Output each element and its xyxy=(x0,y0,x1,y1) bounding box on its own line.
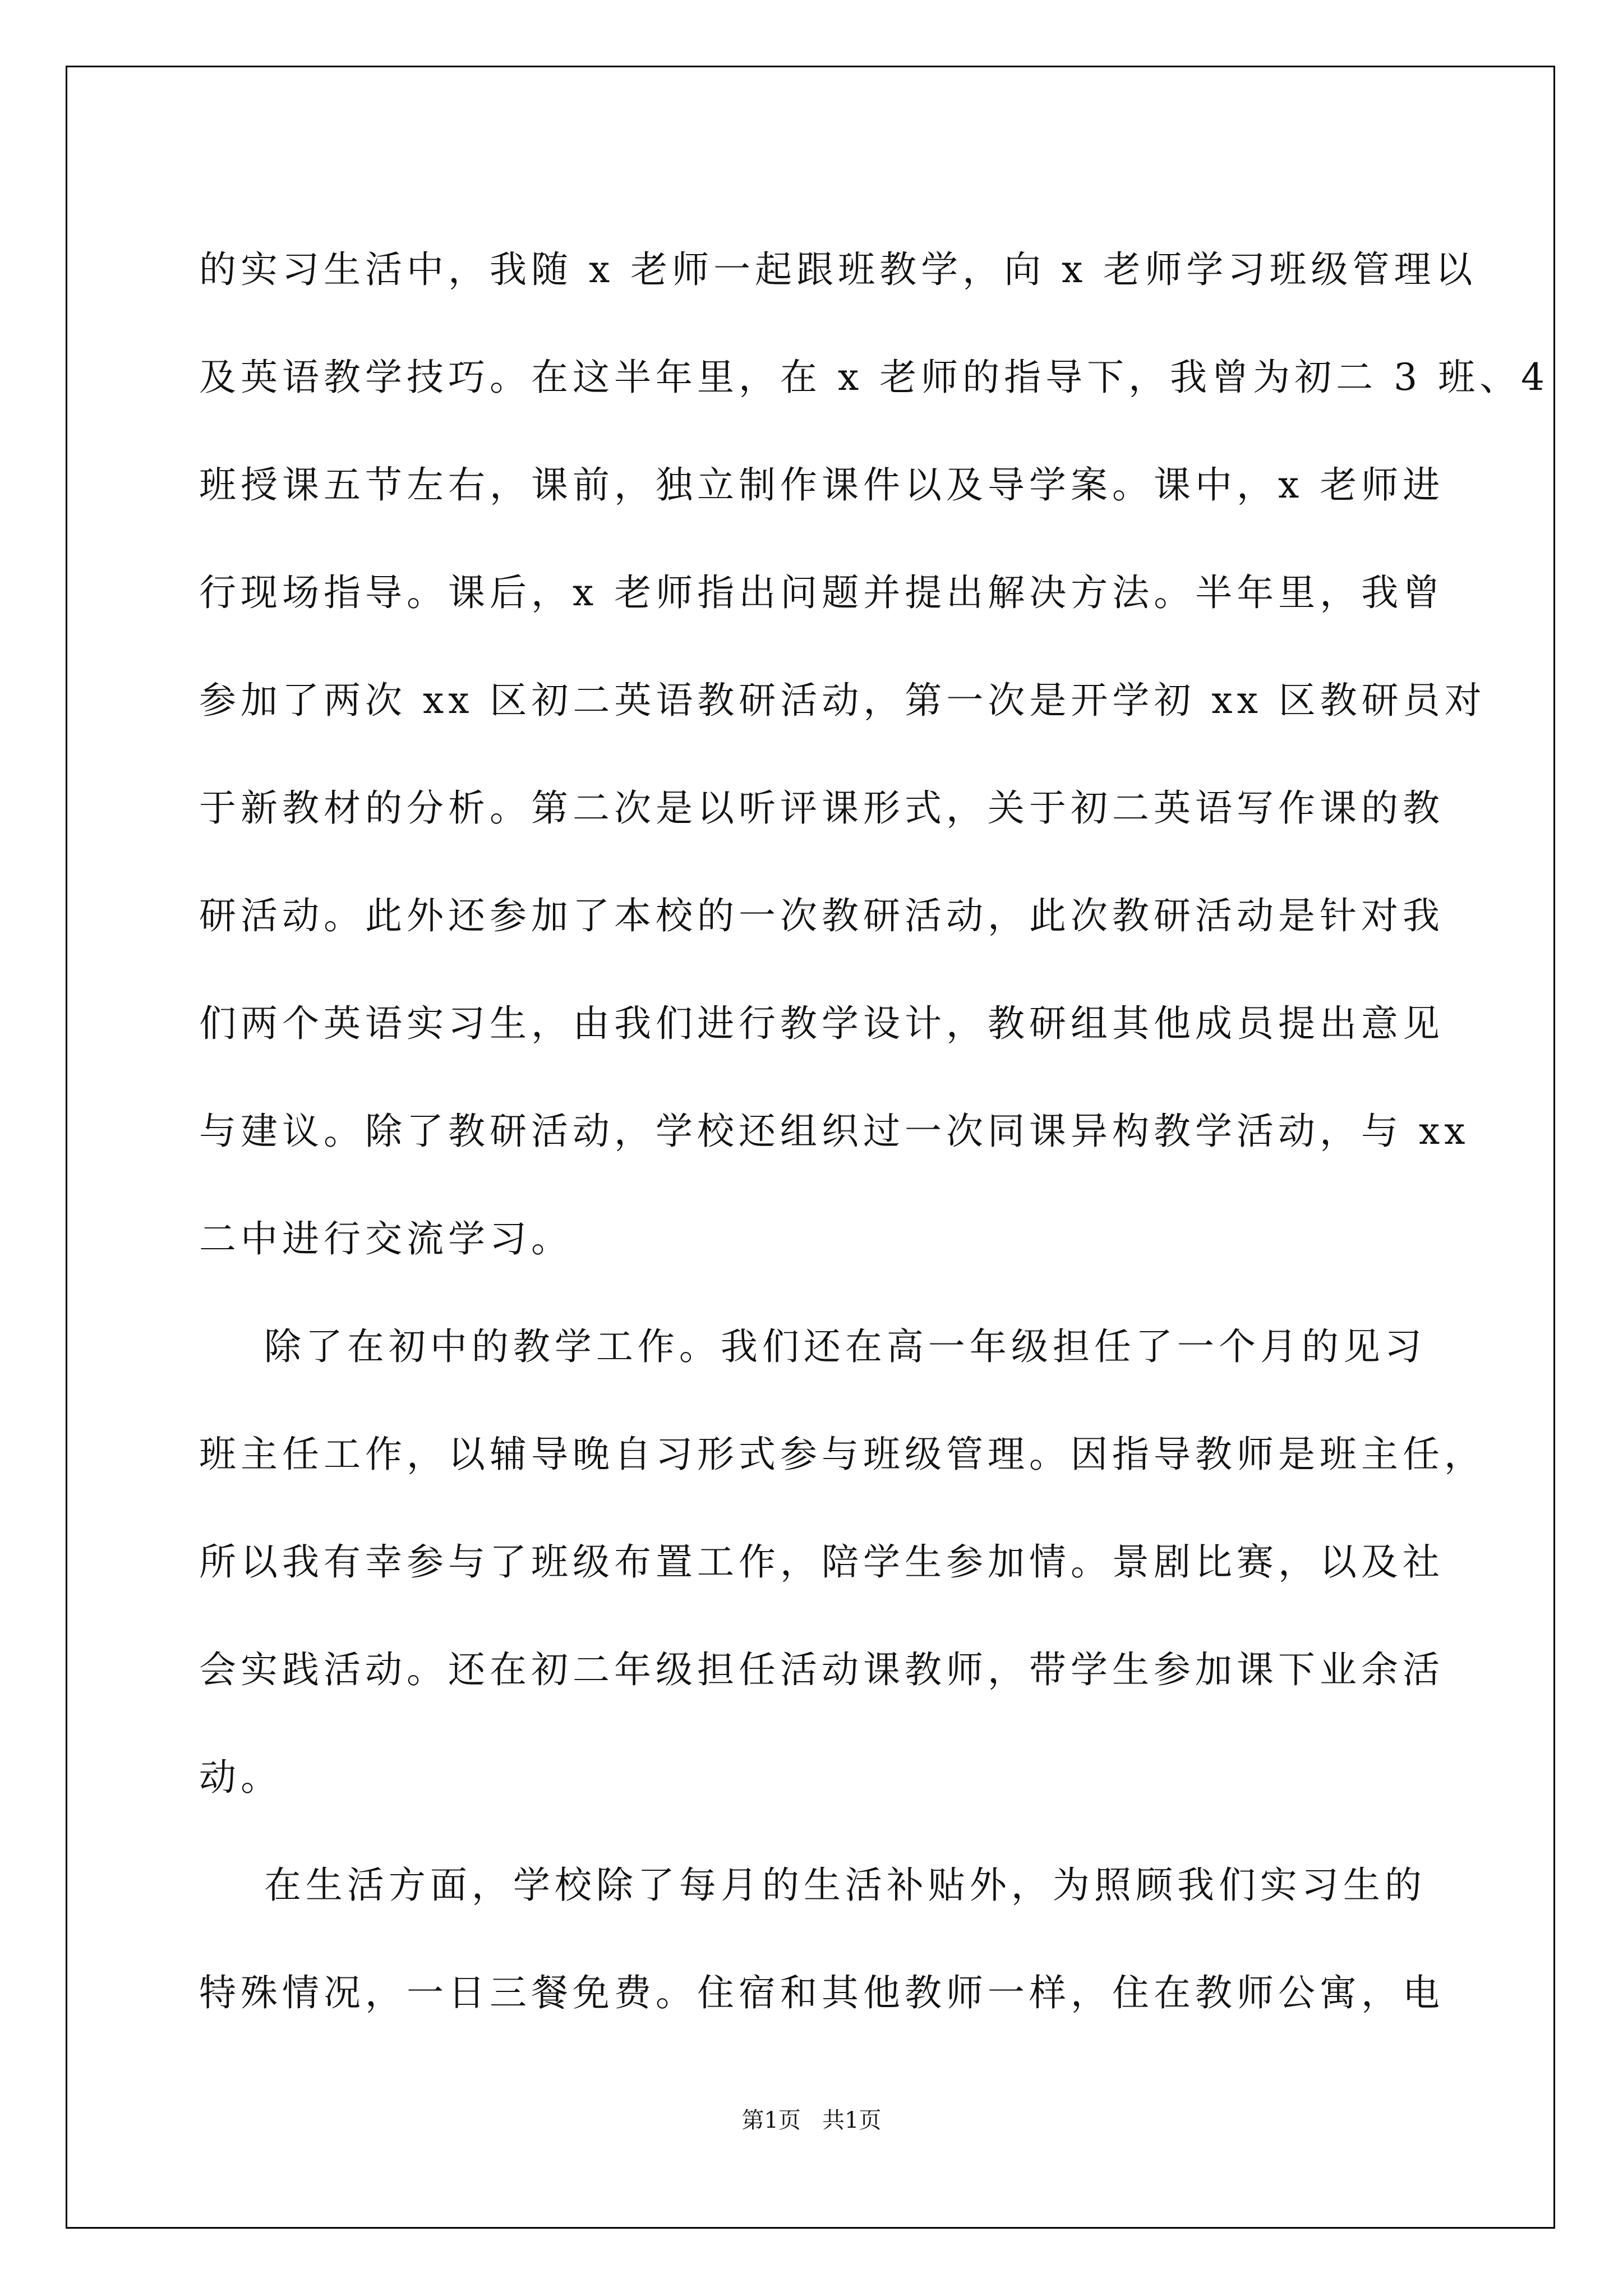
text-line: 二中进行交流学习。 xyxy=(199,1217,573,1260)
text-line: 动。 xyxy=(199,1756,282,1799)
text-line: 会实践活动。还在初二年级担任活动课教师，带学生参加课下业余活 xyxy=(199,1648,1444,1691)
text-line: 在生活方面，学校除了每月的生活补贴外，为照顾我们实习生的 xyxy=(199,1864,1426,1907)
page-number-footer: 第1页 共1页 xyxy=(741,2108,882,2133)
text-line: 与建议。除了教研活动，学校还组织过一次同课异构教学活动，与 xx xyxy=(199,1110,1470,1153)
text-line: 特殊情况，一日三餐免费。住宿和其他教师一样，住在教师公寓，电 xyxy=(199,1971,1444,2014)
text-line: 的实习生活中，我随 x 老师一起跟班教学，向 x 老师学习班级管理以 xyxy=(199,248,1477,291)
text-line: 研活动。此外还参加了本校的一次教研活动，此次教研活动是针对我 xyxy=(199,894,1444,937)
text-line: 行现场指导。课后，x 老师指出问题并提出解决方法。半年里，我曾 xyxy=(199,571,1445,614)
text-line: 们两个英语实习生，由我们进行教学设计，教研组其他成员提出意见 xyxy=(199,1002,1444,1045)
text-line: 班授课五节左右，课前，独立制作课件以及导学案。课中，x 老师进 xyxy=(199,463,1445,507)
text-line: 所以我有幸参与了班级布置工作，陪学生参加情。景剧比赛，以及社 xyxy=(199,1540,1444,1584)
text-line: 班主任工作，以辅导晚自习形式参与班级管理。因指导教师是班主任， xyxy=(199,1433,1486,1476)
text-line: 除了在初中的教学工作。我们还在高一年级担任了一个月的见习 xyxy=(199,1325,1426,1368)
text-line: 于新教材的分析。第二次是以听评课形式，关于初二英语写作课的教 xyxy=(199,786,1444,830)
document-body xyxy=(199,216,1550,2047)
text-line: 及英语教学技巧。在这半年里，在 x 老师的指导下，我曾为初二 3 班、4 xyxy=(199,356,1550,399)
text-line: 参加了两次 xx 区初二英语教研活动，第一次是开学初 xx 区教研员对 xyxy=(199,679,1486,722)
